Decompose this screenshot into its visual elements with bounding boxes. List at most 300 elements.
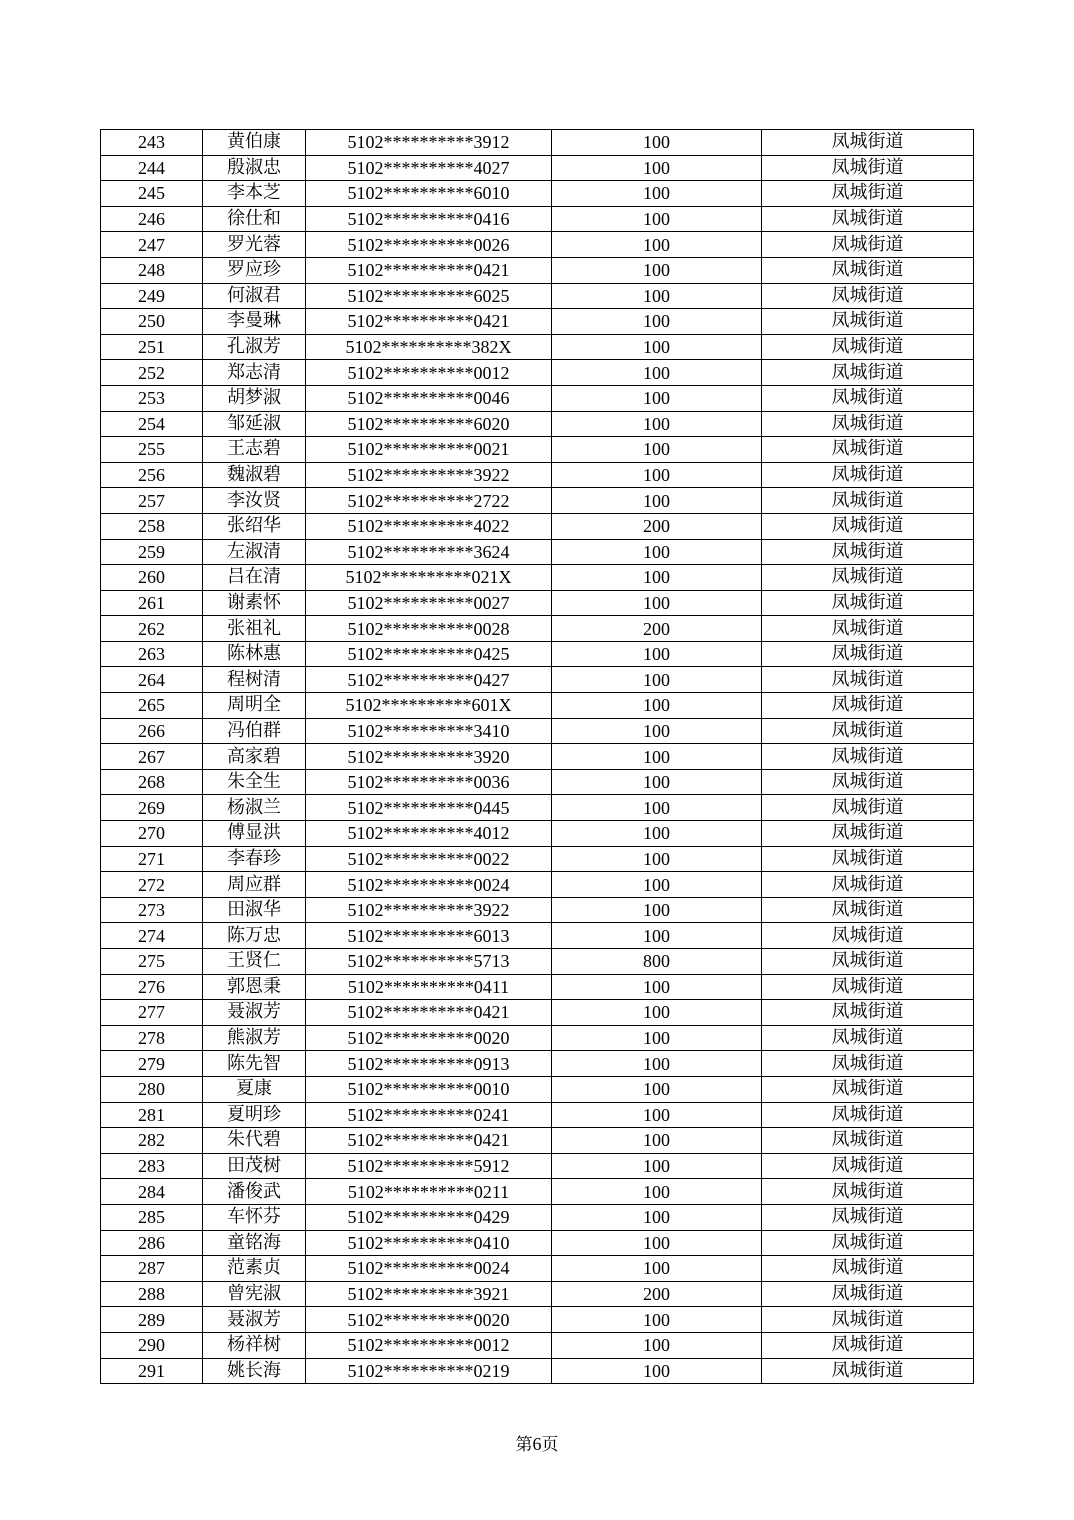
table-row — [101, 590, 974, 616]
amount-cell: 100 — [552, 206, 762, 232]
location-cell: 凤城街道 — [762, 1153, 974, 1179]
table-row — [101, 974, 974, 1000]
amount-cell: 100 — [552, 1204, 762, 1230]
amount-cell: 100 — [552, 539, 762, 565]
name-cell: 李春珍 — [203, 846, 306, 872]
id-number-cell: 5102**********6020 — [306, 411, 552, 437]
table-row — [101, 411, 974, 437]
location-cell: 凤城街道 — [762, 411, 974, 437]
location-cell: 凤城街道 — [762, 1307, 974, 1333]
table-row — [101, 1179, 974, 1205]
name-cell: 范素贞 — [203, 1256, 306, 1282]
amount-cell: 100 — [552, 385, 762, 411]
name-cell: 姚长海 — [203, 1358, 306, 1384]
name-cell: 杨祥树 — [203, 1332, 306, 1358]
id-number-cell: 5102**********0411 — [306, 974, 552, 1000]
row-number-cell: 256 — [101, 462, 203, 488]
page-number-suffix: 页 — [541, 1435, 559, 1455]
row-number-cell: 269 — [101, 795, 203, 821]
row-number-cell: 276 — [101, 974, 203, 1000]
table-row — [101, 949, 974, 975]
location-cell: 凤城街道 — [762, 923, 974, 949]
page-number-prefix: 第 — [515, 1435, 533, 1455]
name-cell: 孔淑芳 — [203, 334, 306, 360]
id-number-cell: 5102**********0421 — [306, 1000, 552, 1026]
name-cell: 陈林惠 — [203, 641, 306, 667]
amount-cell: 100 — [552, 974, 762, 1000]
id-number-cell: 5102**********0445 — [306, 795, 552, 821]
amount-cell: 100 — [552, 872, 762, 898]
id-number-cell: 5102**********3410 — [306, 718, 552, 744]
row-number-cell: 289 — [101, 1307, 203, 1333]
id-number-cell: 5102**********0427 — [306, 667, 552, 693]
location-cell: 凤城街道 — [762, 309, 974, 335]
table-row — [101, 155, 974, 181]
amount-cell: 100 — [552, 1332, 762, 1358]
amount-cell: 100 — [552, 462, 762, 488]
row-number-cell: 275 — [101, 949, 203, 975]
name-cell: 周应群 — [203, 872, 306, 898]
row-number-cell: 274 — [101, 923, 203, 949]
id-number-cell: 5102**********3920 — [306, 744, 552, 770]
table-row — [101, 513, 974, 539]
location-cell: 凤城街道 — [762, 897, 974, 923]
location-cell: 凤城街道 — [762, 206, 974, 232]
location-cell: 凤城街道 — [762, 1000, 974, 1026]
row-number-cell: 290 — [101, 1332, 203, 1358]
name-cell: 徐仕和 — [203, 206, 306, 232]
location-cell: 凤城街道 — [762, 872, 974, 898]
amount-cell: 100 — [552, 923, 762, 949]
row-number-cell: 252 — [101, 360, 203, 386]
amount-cell: 100 — [552, 1307, 762, 1333]
table-row — [101, 769, 974, 795]
amount-cell: 100 — [552, 309, 762, 335]
amount-cell: 100 — [552, 283, 762, 309]
amount-cell: 100 — [552, 718, 762, 744]
name-cell: 谢素怀 — [203, 590, 306, 616]
id-number-cell: 5102**********0027 — [306, 590, 552, 616]
id-number-cell: 5102**********0429 — [306, 1204, 552, 1230]
row-number-cell: 281 — [101, 1102, 203, 1128]
amount-cell: 100 — [552, 488, 762, 514]
location-cell: 凤城街道 — [762, 769, 974, 795]
row-number-cell: 277 — [101, 1000, 203, 1026]
name-cell: 张绍华 — [203, 513, 306, 539]
row-number-cell: 251 — [101, 334, 203, 360]
row-number-cell: 248 — [101, 257, 203, 283]
table-row — [101, 795, 974, 821]
location-cell: 凤城街道 — [762, 257, 974, 283]
location-cell: 凤城街道 — [762, 385, 974, 411]
table-row — [101, 1358, 974, 1384]
location-cell: 凤城街道 — [762, 1204, 974, 1230]
name-cell: 邹延淑 — [203, 411, 306, 437]
table-row — [101, 1076, 974, 1102]
id-number-cell: 5102**********0020 — [306, 1025, 552, 1051]
location-cell: 凤城街道 — [762, 1102, 974, 1128]
name-cell: 郭恩秉 — [203, 974, 306, 1000]
location-cell: 凤城街道 — [762, 462, 974, 488]
name-cell: 陈万忠 — [203, 923, 306, 949]
id-number-cell: 5102**********2722 — [306, 488, 552, 514]
table-row — [101, 923, 974, 949]
id-number-cell: 5102**********4022 — [306, 513, 552, 539]
location-cell: 凤城街道 — [762, 718, 974, 744]
id-number-cell: 5102**********601X — [306, 693, 552, 719]
location-cell: 凤城街道 — [762, 181, 974, 207]
id-number-cell: 5102**********3922 — [306, 897, 552, 923]
row-number-cell: 268 — [101, 769, 203, 795]
id-number-cell: 5102**********3912 — [306, 130, 552, 156]
table-row — [101, 334, 974, 360]
amount-cell: 100 — [552, 1051, 762, 1077]
row-number-cell: 282 — [101, 1128, 203, 1154]
id-number-cell: 5102**********0010 — [306, 1076, 552, 1102]
amount-cell: 100 — [552, 155, 762, 181]
amount-cell: 100 — [552, 1179, 762, 1205]
id-number-cell: 5102**********5912 — [306, 1153, 552, 1179]
table-row — [101, 130, 974, 156]
name-cell: 傅显洪 — [203, 821, 306, 847]
name-cell: 周明全 — [203, 693, 306, 719]
name-cell: 曾宪淑 — [203, 1281, 306, 1307]
id-number-cell: 5102**********021X — [306, 565, 552, 591]
amount-cell: 100 — [552, 232, 762, 258]
name-cell: 李曼琳 — [203, 309, 306, 335]
id-number-cell: 5102**********0024 — [306, 1256, 552, 1282]
id-number-cell: 5102**********0028 — [306, 616, 552, 642]
amount-cell: 100 — [552, 693, 762, 719]
name-cell: 罗应珍 — [203, 257, 306, 283]
location-cell: 凤城街道 — [762, 513, 974, 539]
location-cell: 凤城街道 — [762, 1179, 974, 1205]
amount-cell: 100 — [552, 411, 762, 437]
row-number-cell: 279 — [101, 1051, 203, 1077]
location-cell: 凤城街道 — [762, 744, 974, 770]
location-cell: 凤城街道 — [762, 616, 974, 642]
id-number-cell: 5102**********0421 — [306, 257, 552, 283]
id-number-cell: 5102**********0022 — [306, 846, 552, 872]
amount-cell: 100 — [552, 897, 762, 923]
amount-cell: 100 — [552, 565, 762, 591]
table-row — [101, 1153, 974, 1179]
table-row — [101, 1281, 974, 1307]
row-number-cell: 267 — [101, 744, 203, 770]
table-row — [101, 641, 974, 667]
name-cell: 冯伯群 — [203, 718, 306, 744]
location-cell: 凤城街道 — [762, 1076, 974, 1102]
amount-cell: 100 — [552, 1256, 762, 1282]
id-number-cell: 5102**********0219 — [306, 1358, 552, 1384]
name-cell: 李汝贤 — [203, 488, 306, 514]
table-row — [101, 1307, 974, 1333]
id-number-cell: 5102**********0211 — [306, 1179, 552, 1205]
name-cell: 朱全生 — [203, 769, 306, 795]
location-cell: 凤城街道 — [762, 1025, 974, 1051]
table-row — [101, 1025, 974, 1051]
id-number-cell: 5102**********0241 — [306, 1102, 552, 1128]
location-cell: 凤城街道 — [762, 1128, 974, 1154]
location-cell: 凤城街道 — [762, 437, 974, 463]
name-cell: 童铭海 — [203, 1230, 306, 1256]
amount-cell: 100 — [552, 257, 762, 283]
row-number-cell: 280 — [101, 1076, 203, 1102]
name-cell: 张祖礼 — [203, 616, 306, 642]
row-number-cell: 265 — [101, 693, 203, 719]
id-number-cell: 5102**********6013 — [306, 923, 552, 949]
row-number-cell: 264 — [101, 667, 203, 693]
table-row — [101, 181, 974, 207]
amount-cell: 100 — [552, 1153, 762, 1179]
table-row — [101, 1128, 974, 1154]
location-cell: 凤城街道 — [762, 821, 974, 847]
location-cell: 凤城街道 — [762, 846, 974, 872]
amount-cell: 100 — [552, 846, 762, 872]
table-row — [101, 1000, 974, 1026]
location-cell: 凤城街道 — [762, 539, 974, 565]
name-cell: 王贤仁 — [203, 949, 306, 975]
table-row — [101, 565, 974, 591]
name-cell: 潘俊武 — [203, 1179, 306, 1205]
table-row — [101, 667, 974, 693]
name-cell: 郑志清 — [203, 360, 306, 386]
location-cell: 凤城街道 — [762, 1332, 974, 1358]
id-number-cell: 5102**********6010 — [306, 181, 552, 207]
location-cell: 凤城街道 — [762, 232, 974, 258]
row-number-cell: 262 — [101, 616, 203, 642]
amount-cell: 100 — [552, 795, 762, 821]
table-row — [101, 232, 974, 258]
location-cell: 凤城街道 — [762, 155, 974, 181]
location-cell: 凤城街道 — [762, 1358, 974, 1384]
id-number-cell: 5102**********3921 — [306, 1281, 552, 1307]
table-body — [101, 130, 974, 1384]
id-number-cell: 5102**********6025 — [306, 283, 552, 309]
name-cell: 殷淑忠 — [203, 155, 306, 181]
amount-cell: 200 — [552, 513, 762, 539]
location-cell: 凤城街道 — [762, 1230, 974, 1256]
row-number-cell: 284 — [101, 1179, 203, 1205]
row-number-cell: 278 — [101, 1025, 203, 1051]
id-number-cell: 5102**********0026 — [306, 232, 552, 258]
location-cell: 凤城街道 — [762, 641, 974, 667]
id-number-cell: 5102**********0416 — [306, 206, 552, 232]
table-row — [101, 462, 974, 488]
name-cell: 车怀芬 — [203, 1204, 306, 1230]
row-number-cell: 258 — [101, 513, 203, 539]
name-cell: 胡梦淑 — [203, 385, 306, 411]
id-number-cell: 5102**********4012 — [306, 821, 552, 847]
location-cell: 凤城街道 — [762, 795, 974, 821]
id-number-cell: 5102**********0021 — [306, 437, 552, 463]
table-row — [101, 283, 974, 309]
amount-cell: 100 — [552, 181, 762, 207]
location-cell: 凤城街道 — [762, 949, 974, 975]
amount-cell: 100 — [552, 1230, 762, 1256]
location-cell: 凤城街道 — [762, 1051, 974, 1077]
id-number-cell: 5102**********382X — [306, 334, 552, 360]
row-number-cell: 260 — [101, 565, 203, 591]
id-number-cell: 5102**********0012 — [306, 360, 552, 386]
location-cell: 凤城街道 — [762, 590, 974, 616]
amount-cell: 100 — [552, 1076, 762, 1102]
row-number-cell: 249 — [101, 283, 203, 309]
table-row — [101, 206, 974, 232]
page-footer — [0, 1430, 1074, 1455]
amount-cell: 100 — [552, 1128, 762, 1154]
row-number-cell: 271 — [101, 846, 203, 872]
table-row — [101, 1204, 974, 1230]
id-number-cell: 5102**********0024 — [306, 872, 552, 898]
amount-cell: 200 — [552, 1281, 762, 1307]
location-cell: 凤城街道 — [762, 334, 974, 360]
amount-cell: 100 — [552, 641, 762, 667]
name-cell: 夏康 — [203, 1076, 306, 1102]
table-row — [101, 1051, 974, 1077]
id-number-cell: 5102**********0012 — [306, 1332, 552, 1358]
location-cell: 凤城街道 — [762, 130, 974, 156]
location-cell: 凤城街道 — [762, 283, 974, 309]
amount-cell: 100 — [552, 360, 762, 386]
amount-cell: 100 — [552, 334, 762, 360]
table-row — [101, 488, 974, 514]
row-number-cell: 255 — [101, 437, 203, 463]
name-cell: 夏明珍 — [203, 1102, 306, 1128]
name-cell: 魏淑碧 — [203, 462, 306, 488]
name-cell: 黄伯康 — [203, 130, 306, 156]
name-cell: 程树清 — [203, 667, 306, 693]
row-number-cell: 244 — [101, 155, 203, 181]
row-number-cell: 254 — [101, 411, 203, 437]
table-row — [101, 718, 974, 744]
row-number-cell: 257 — [101, 488, 203, 514]
name-cell: 李本芝 — [203, 181, 306, 207]
table-row — [101, 846, 974, 872]
amount-cell: 100 — [552, 1000, 762, 1026]
table-row — [101, 1230, 974, 1256]
amount-cell: 100 — [552, 1358, 762, 1384]
table-row — [101, 309, 974, 335]
table-row — [101, 1256, 974, 1282]
location-cell: 凤城街道 — [762, 974, 974, 1000]
id-number-cell: 5102**********4027 — [306, 155, 552, 181]
row-number-cell: 243 — [101, 130, 203, 156]
table-row — [101, 616, 974, 642]
amount-cell: 100 — [552, 744, 762, 770]
row-number-cell: 253 — [101, 385, 203, 411]
name-cell: 左淑清 — [203, 539, 306, 565]
row-number-cell: 261 — [101, 590, 203, 616]
row-number-cell: 270 — [101, 821, 203, 847]
table-row — [101, 897, 974, 923]
table-row — [101, 1102, 974, 1128]
id-number-cell: 5102**********3922 — [306, 462, 552, 488]
name-cell: 陈先智 — [203, 1051, 306, 1077]
id-number-cell: 5102**********0046 — [306, 385, 552, 411]
row-number-cell: 288 — [101, 1281, 203, 1307]
row-number-cell: 263 — [101, 641, 203, 667]
id-number-cell: 5102**********0410 — [306, 1230, 552, 1256]
amount-cell: 100 — [552, 821, 762, 847]
location-cell: 凤城街道 — [762, 667, 974, 693]
amount-cell: 200 — [552, 616, 762, 642]
name-cell: 田茂树 — [203, 1153, 306, 1179]
amount-cell: 800 — [552, 949, 762, 975]
name-cell: 杨淑兰 — [203, 795, 306, 821]
location-cell: 凤城街道 — [762, 1281, 974, 1307]
row-number-cell: 272 — [101, 872, 203, 898]
amount-cell: 100 — [552, 437, 762, 463]
table-row — [101, 872, 974, 898]
row-number-cell: 259 — [101, 539, 203, 565]
table-row — [101, 539, 974, 565]
location-cell: 凤城街道 — [762, 360, 974, 386]
row-number-cell: 250 — [101, 309, 203, 335]
amount-cell: 100 — [552, 1102, 762, 1128]
id-number-cell: 5102**********0421 — [306, 1128, 552, 1154]
name-cell: 吕在清 — [203, 565, 306, 591]
row-number-cell: 273 — [101, 897, 203, 923]
table-row — [101, 360, 974, 386]
id-number-cell: 5102**********0421 — [306, 309, 552, 335]
row-number-cell: 285 — [101, 1204, 203, 1230]
id-number-cell: 5102**********5713 — [306, 949, 552, 975]
name-cell: 田淑华 — [203, 897, 306, 923]
row-number-cell: 283 — [101, 1153, 203, 1179]
row-number-cell: 291 — [101, 1358, 203, 1384]
name-cell: 王志碧 — [203, 437, 306, 463]
row-number-cell: 286 — [101, 1230, 203, 1256]
amount-cell: 100 — [552, 667, 762, 693]
table-row — [101, 257, 974, 283]
location-cell: 凤城街道 — [762, 693, 974, 719]
id-number-cell: 5102**********0020 — [306, 1307, 552, 1333]
table-row — [101, 744, 974, 770]
table-row — [101, 437, 974, 463]
row-number-cell: 266 — [101, 718, 203, 744]
id-number-cell: 5102**********0036 — [306, 769, 552, 795]
amount-cell: 100 — [552, 769, 762, 795]
table-row — [101, 693, 974, 719]
name-cell: 聂淑芳 — [203, 1000, 306, 1026]
row-number-cell: 245 — [101, 181, 203, 207]
id-number-cell: 5102**********3624 — [306, 539, 552, 565]
name-cell: 熊淑芳 — [203, 1025, 306, 1051]
data-table — [100, 129, 974, 1384]
name-cell: 朱代碧 — [203, 1128, 306, 1154]
name-cell: 何淑君 — [203, 283, 306, 309]
page-number: 6 — [532, 1434, 542, 1454]
table-row — [101, 385, 974, 411]
row-number-cell: 246 — [101, 206, 203, 232]
row-number-cell: 287 — [101, 1256, 203, 1282]
name-cell: 罗光蓉 — [203, 232, 306, 258]
name-cell: 高家碧 — [203, 744, 306, 770]
amount-cell: 100 — [552, 130, 762, 156]
table-row — [101, 1332, 974, 1358]
name-cell: 聂淑芳 — [203, 1307, 306, 1333]
id-number-cell: 5102**********0425 — [306, 641, 552, 667]
location-cell: 凤城街道 — [762, 488, 974, 514]
id-number-cell: 5102**********0913 — [306, 1051, 552, 1077]
amount-cell: 100 — [552, 590, 762, 616]
row-number-cell: 247 — [101, 232, 203, 258]
amount-cell: 100 — [552, 1025, 762, 1051]
location-cell: 凤城街道 — [762, 565, 974, 591]
location-cell: 凤城街道 — [762, 1256, 974, 1282]
table-row — [101, 821, 974, 847]
